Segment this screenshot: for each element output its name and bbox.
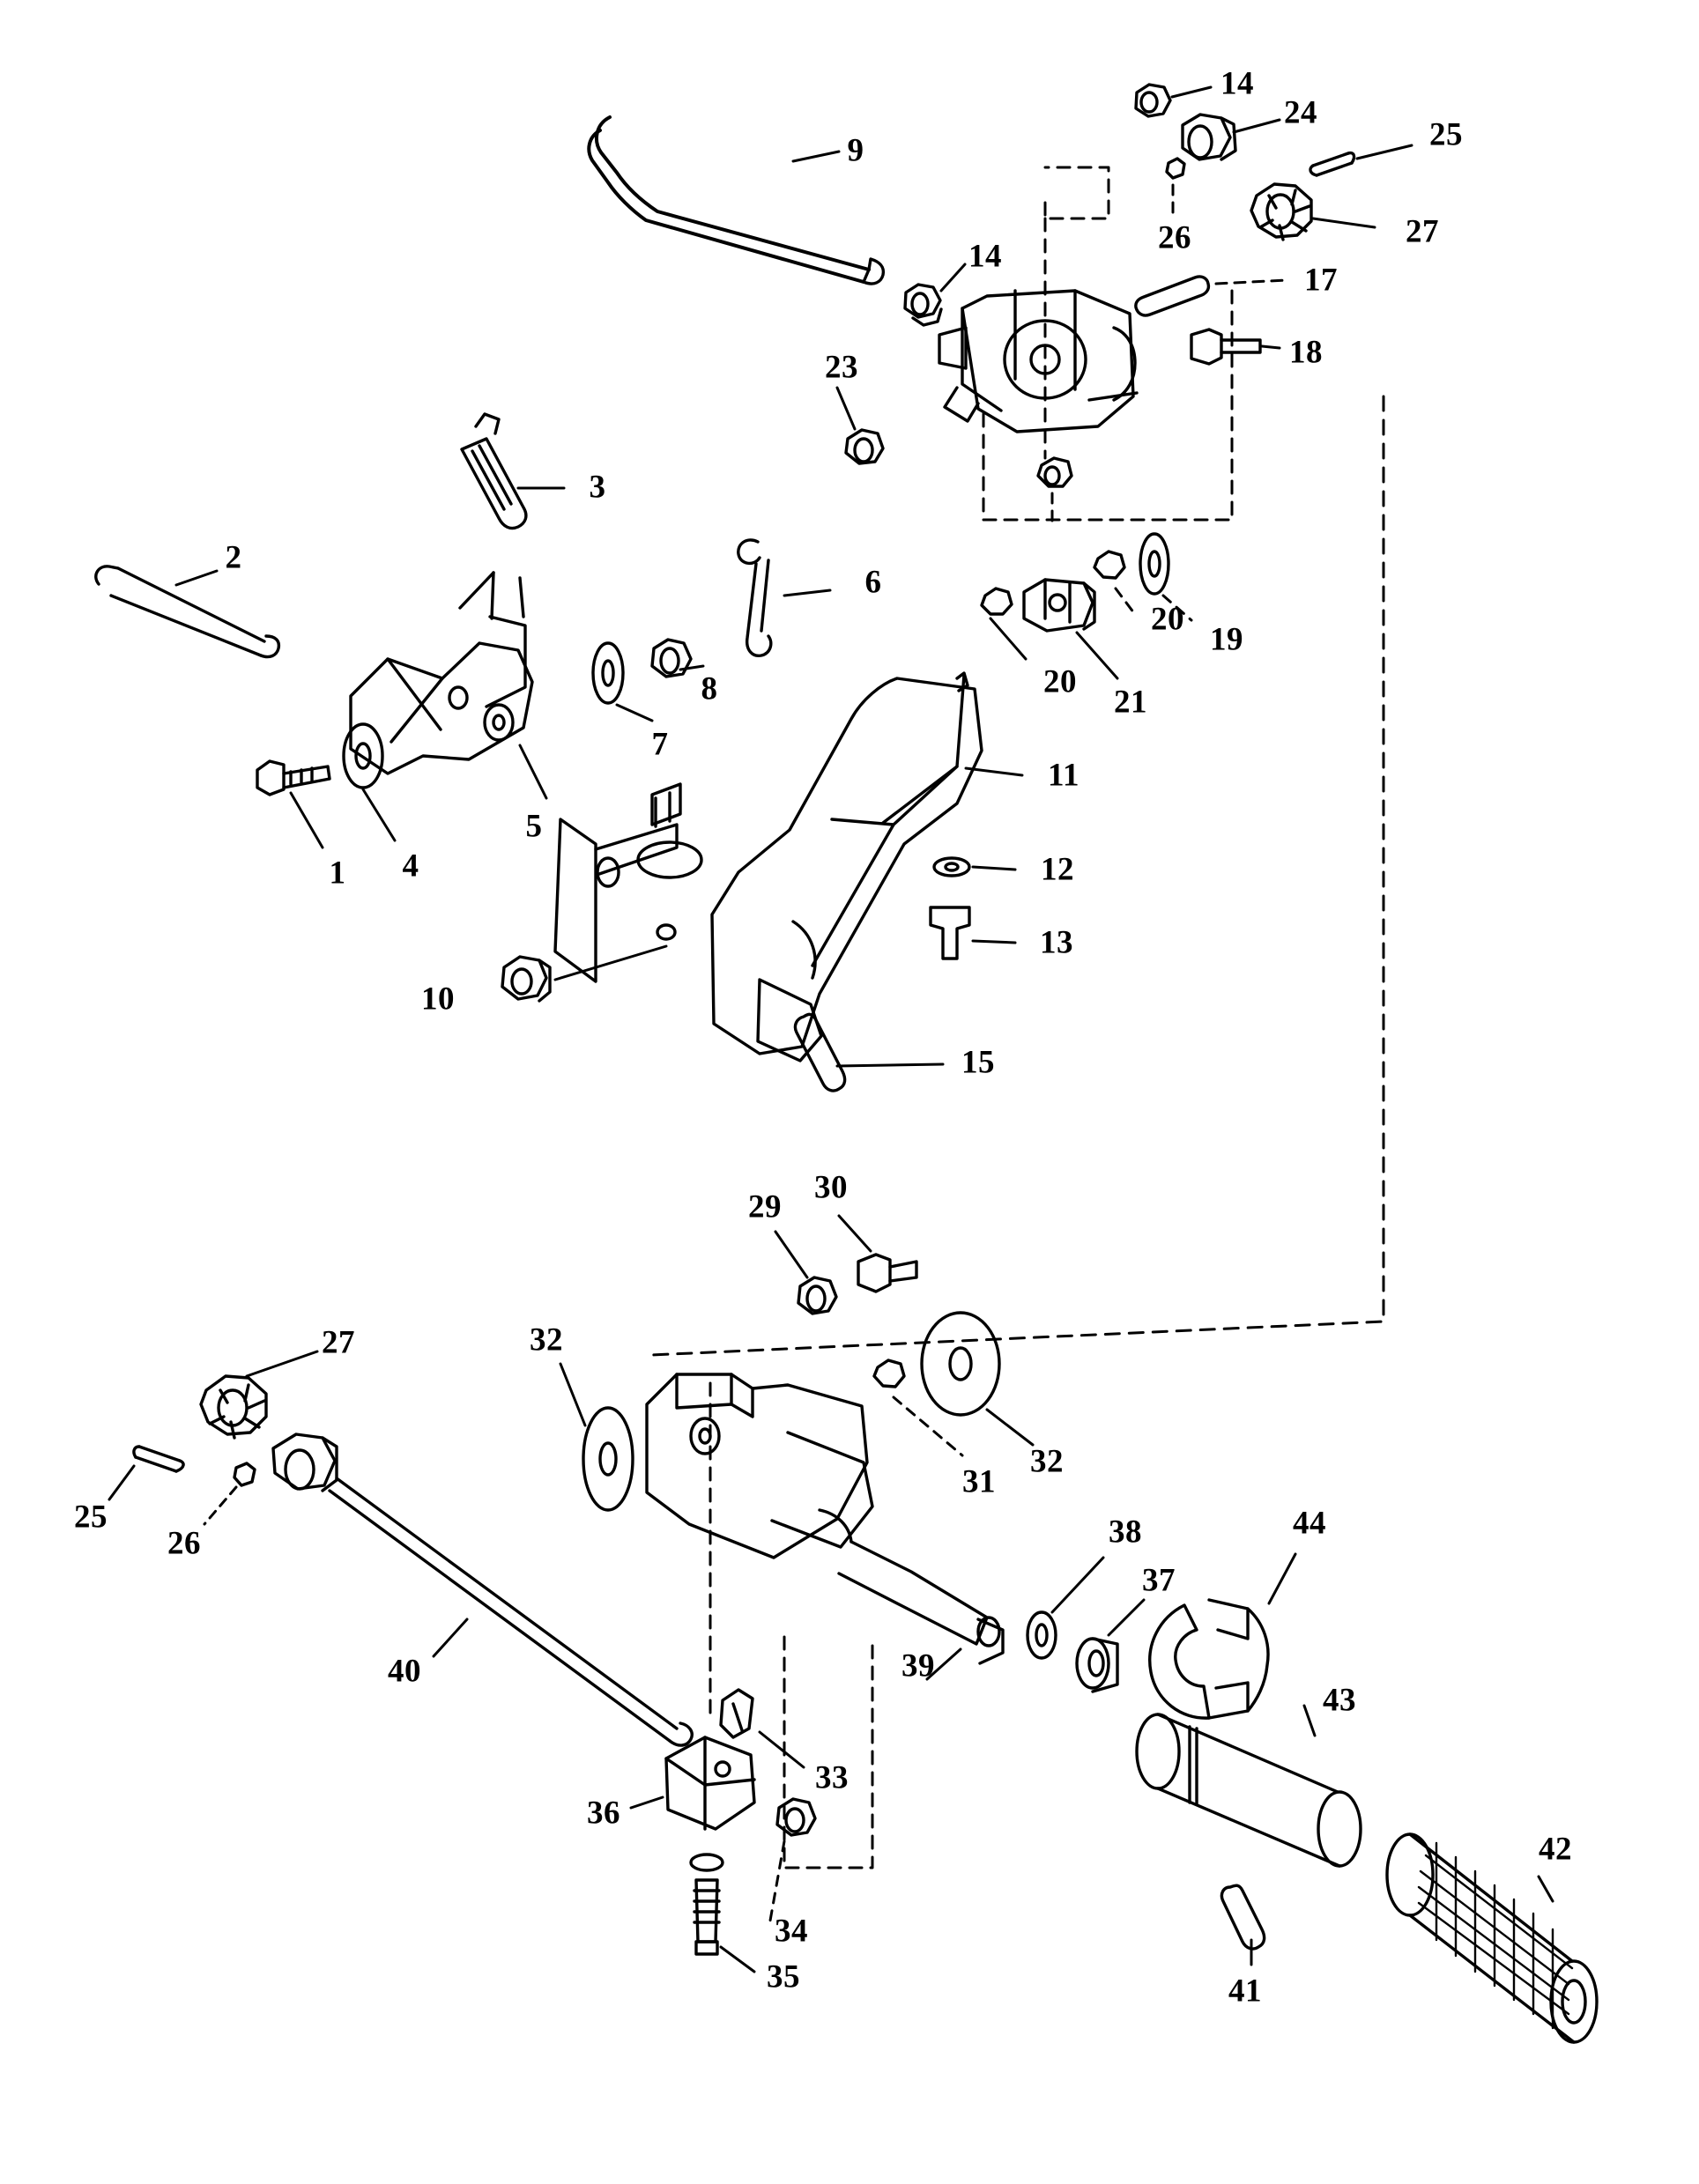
- part-32-washer-right: [922, 1313, 999, 1415]
- callout-25: 25: [1429, 116, 1463, 153]
- callout-2: 2: [225, 539, 242, 576]
- part-18-bolt: [1191, 329, 1260, 364]
- part-36-bracket: [666, 1737, 754, 1829]
- callout-37: 37: [1142, 1562, 1176, 1599]
- callout-34: 34: [775, 1913, 808, 1950]
- part-34-nut: [777, 1799, 815, 1835]
- callout-24: 24: [1284, 94, 1317, 131]
- part-12-washer-small: [934, 858, 969, 876]
- callout-32b: 32: [1030, 1443, 1064, 1480]
- part-7-washer: [593, 643, 623, 703]
- callout-41: 41: [1228, 1973, 1262, 2010]
- callout-26b: 26: [167, 1525, 201, 1562]
- part-32-washer-left: [583, 1408, 633, 1510]
- part-38-washer: [1028, 1612, 1056, 1658]
- part-8-nut: [652, 640, 691, 677]
- callout-26: 26: [1158, 219, 1191, 256]
- callout-39: 39: [901, 1647, 935, 1684]
- part-23-nut: [846, 430, 883, 463]
- part-44-clamp: [1150, 1600, 1268, 1718]
- callout-14b: 14: [968, 238, 1002, 275]
- callout-31: 31: [962, 1463, 996, 1500]
- part-5-bracket: [351, 573, 532, 774]
- callout-11: 11: [1048, 757, 1079, 794]
- callout-23: 23: [825, 349, 858, 386]
- callout-44: 44: [1293, 1505, 1326, 1542]
- part-26-pin-lower: [234, 1463, 255, 1485]
- callout-17: 17: [1304, 262, 1338, 299]
- callout-20a: 20: [1151, 601, 1184, 638]
- callout-25b: 25: [74, 1499, 108, 1536]
- part-30-bolt: [858, 1255, 916, 1292]
- callout-18: 18: [1289, 334, 1323, 371]
- callout-27b: 27: [322, 1324, 355, 1361]
- part-17-pin: [1136, 277, 1209, 315]
- part-31-nut: [874, 1360, 904, 1387]
- part-6-clip: [738, 540, 771, 655]
- part-19-washer: [1140, 534, 1169, 594]
- part-25-rollpin-lower: [134, 1447, 183, 1471]
- part-41-pin: [1221, 1885, 1264, 1949]
- callout-42: 42: [1539, 1831, 1572, 1868]
- callout-27: 27: [1406, 213, 1439, 250]
- callout-38: 38: [1109, 1514, 1142, 1551]
- callout-43: 43: [1323, 1682, 1356, 1719]
- callout-3: 3: [589, 469, 606, 506]
- part-27-star-top: [1251, 184, 1311, 240]
- callout-33: 33: [815, 1759, 849, 1796]
- part-11-bracket-body: [555, 670, 982, 1061]
- part-3-bolt: [462, 414, 526, 529]
- part-20-nut-left: [982, 589, 1012, 614]
- part-25-rollpin-top: [1310, 153, 1354, 175]
- callout-30: 30: [814, 1169, 848, 1206]
- part-39-cylinder-body: [647, 1374, 1003, 1663]
- callout-29: 29: [748, 1188, 782, 1225]
- part-24-bushing: [1183, 115, 1235, 159]
- callout-21: 21: [1114, 684, 1147, 721]
- part-26-pin-top: [1167, 159, 1184, 178]
- callout-35: 35: [767, 1958, 800, 1995]
- part-22-nut: [1038, 458, 1072, 486]
- callout-13: 13: [1040, 924, 1073, 961]
- part-14-nut-top: [1136, 85, 1170, 116]
- callout-19: 19: [1210, 621, 1243, 658]
- part-35-bolt: [691, 1855, 723, 1954]
- callout-8: 8: [701, 670, 718, 707]
- part-10-fitting: [502, 957, 550, 1001]
- part-1-bolt: [257, 761, 330, 795]
- part-9-rod: [589, 117, 883, 284]
- callout-32a: 32: [530, 1322, 563, 1359]
- part-29-nut: [798, 1277, 836, 1314]
- callout-1: 1: [329, 855, 346, 892]
- callout-5: 5: [525, 808, 543, 845]
- callout-20b: 20: [1043, 663, 1077, 700]
- part-20-nut-right: [1094, 552, 1124, 578]
- part-housing-upper: [939, 291, 1137, 432]
- part-37-bushing: [1077, 1639, 1117, 1692]
- callout-12: 12: [1041, 851, 1074, 888]
- part-15-pin: [795, 1014, 844, 1091]
- part-14-nut-mid: [905, 285, 941, 325]
- part-21-bracket: [1024, 580, 1094, 631]
- callout-15: 15: [961, 1044, 995, 1081]
- callout-6: 6: [864, 564, 882, 601]
- callout-14: 14: [1220, 65, 1254, 102]
- part-27-star-lower: [201, 1376, 266, 1438]
- part-33-clip: [721, 1690, 753, 1737]
- callout-40: 40: [388, 1653, 421, 1690]
- part-43-tube: [1137, 1714, 1361, 1866]
- callout-36: 36: [587, 1795, 620, 1832]
- callout-4: 4: [402, 848, 419, 885]
- part-13-bolt: [931, 907, 969, 959]
- callout-9: 9: [847, 132, 864, 169]
- callout-7: 7: [651, 726, 669, 763]
- callout-10: 10: [421, 981, 455, 1018]
